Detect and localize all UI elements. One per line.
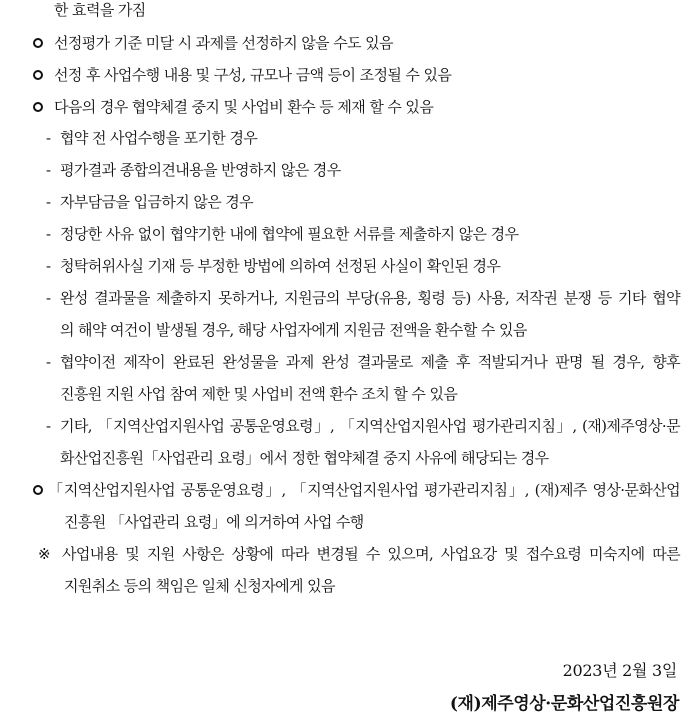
dash-marker: -: [46, 257, 52, 275]
text-line: 화산업진흥원「사업관리 요령」에서 정한 협약체결 중지 사유에 해당되는 경우: [60, 449, 549, 467]
text-line: 진흥원 「사업관리 요령」에 의거하여 사업 수행: [64, 513, 364, 531]
text-line: 지원취소 등의 책임은 일체 신청자에게 있음: [64, 577, 335, 595]
text-line: 자부담금을 입금하지 않은 경우: [60, 193, 254, 211]
circle-bullet-icon: [33, 485, 43, 495]
dash-marker: -: [46, 193, 52, 211]
issue-date: 2023년 2월 3일: [562, 661, 677, 680]
text-line: 협약 전 사업수행을 포기한 경우: [60, 129, 258, 147]
text-line: 협약이전 제작이 완료된 완성물을 과제 완성 결과물로 제출 후 적발되거나 판명 될 경우, 향후: [60, 353, 680, 371]
text-line: 「지역산업지원사업 공통운영요령」, 「지역산업지원사업 평가관리지침」, (재)제주 영상·문화산업: [48, 481, 680, 499]
text-line: 정당한 사유 없이 협약기한 내에 협약에 필요한 서류를 제출하지 않은 경우: [60, 225, 519, 243]
reference-mark-icon: ※: [38, 545, 51, 563]
text-line: 선정평가 기준 미달 시 과제를 선정하지 않을 수도 있음: [54, 34, 393, 52]
text-line: 한 효력을 가짐: [54, 1, 146, 19]
dash-marker: -: [46, 161, 52, 179]
text-line: 선정 후 사업수행 내용 및 구성, 규모나 금액 등이 조정될 수 있음: [54, 66, 452, 84]
text-line: 사업내용 및 지원 사항은 상황에 따라 변경될 수 있으며, 사업요강 및 접수요령 미숙지에 따른: [62, 545, 680, 563]
text-line: 의 해약 여건이 발생될 경우, 해당 사업자에게 지원금 전액을 환수할 수 있음: [60, 321, 527, 339]
text-line: 완성 결과물을 제출하지 못하거나, 지원금의 부당(유용, 횡령 등) 사용, 저작권 분쟁 등 기타 협약: [60, 289, 680, 307]
dash-marker: -: [46, 417, 52, 435]
circle-bullet-icon: [33, 70, 43, 80]
text-line: 진흥원 지원 사업 참여 제한 및 사업비 전액 환수 조치 할 수 있음: [60, 385, 458, 403]
text-line: 다음의 경우 협약체결 중지 및 사업비 환수 등 제재 할 수 있음: [54, 98, 434, 116]
circle-bullet-icon: [33, 102, 43, 112]
dash-marker: -: [46, 353, 52, 371]
dash-marker: -: [46, 289, 52, 307]
text-line: 평가결과 종합의견내용을 반영하지 않은 경우: [60, 161, 341, 179]
dash-marker: -: [46, 129, 52, 147]
circle-bullet-icon: [33, 38, 43, 48]
dash-marker: -: [46, 225, 52, 243]
text-line: 기타, 「지역산업지원사업 공통운영요령」, 「지역산업지원사업 평가관리지침」, (재)제주영상·문: [60, 417, 680, 435]
text-line: 청탁허위사실 기재 등 부정한 방법에 의하여 선정된 사실이 확인된 경우: [60, 257, 501, 275]
issuer-signature: (재)제주영상·문화산업진흥원장: [449, 694, 679, 714]
